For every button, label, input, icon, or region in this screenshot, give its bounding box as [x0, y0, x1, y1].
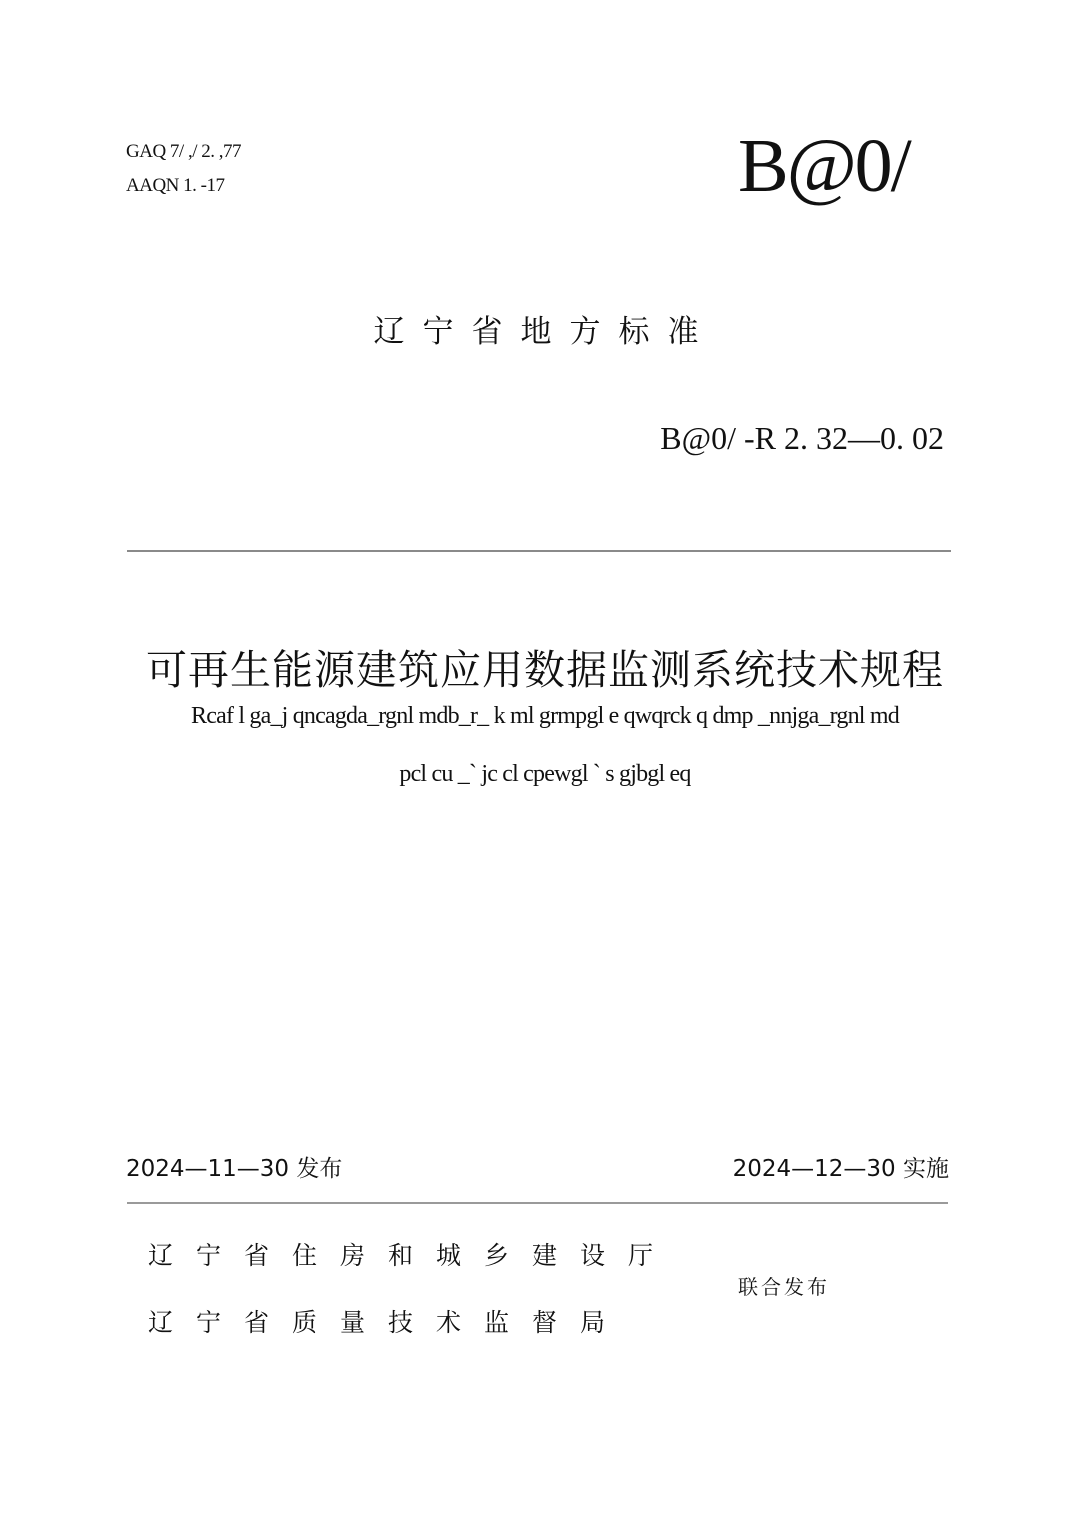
standard-type-heading: 辽宁省地方标准: [373, 314, 717, 350]
document-title-english-line1: Rcaf l ga_j qncagda_rgnl mdb_r_ k ml grmpgl e qwqrck q dmp _nnjga_rgnl md: [191, 703, 899, 729]
issuer-housing-department: 辽宁省住房和城乡建设厅: [148, 1241, 677, 1270]
ccs-code: AAQN 1. -17: [126, 175, 225, 196]
implementation-date: 2024—12—30 实施: [732, 1156, 949, 1182]
standard-mark: B@0/: [738, 124, 910, 208]
document-title-chinese: 可再生能源建筑应用数据监测系统技术规程: [146, 646, 944, 694]
issuer-quality-bureau: 辽宁省质量技术监督局: [148, 1308, 629, 1337]
bottom-divider: [127, 1202, 948, 1204]
document-title-english-line2: pcl cu _` jc cl cpewgl ` s gjbgl eq: [399, 761, 691, 787]
top-divider: [127, 550, 951, 552]
ics-code: GAQ 7/ ,/ 2. ,77: [126, 141, 241, 162]
issue-date: 2024—11—30 发布: [126, 1156, 343, 1182]
standard-number: B@0/ -R 2. 32—0. 02: [660, 420, 944, 456]
joint-release-label: 联合发布: [738, 1275, 830, 1299]
